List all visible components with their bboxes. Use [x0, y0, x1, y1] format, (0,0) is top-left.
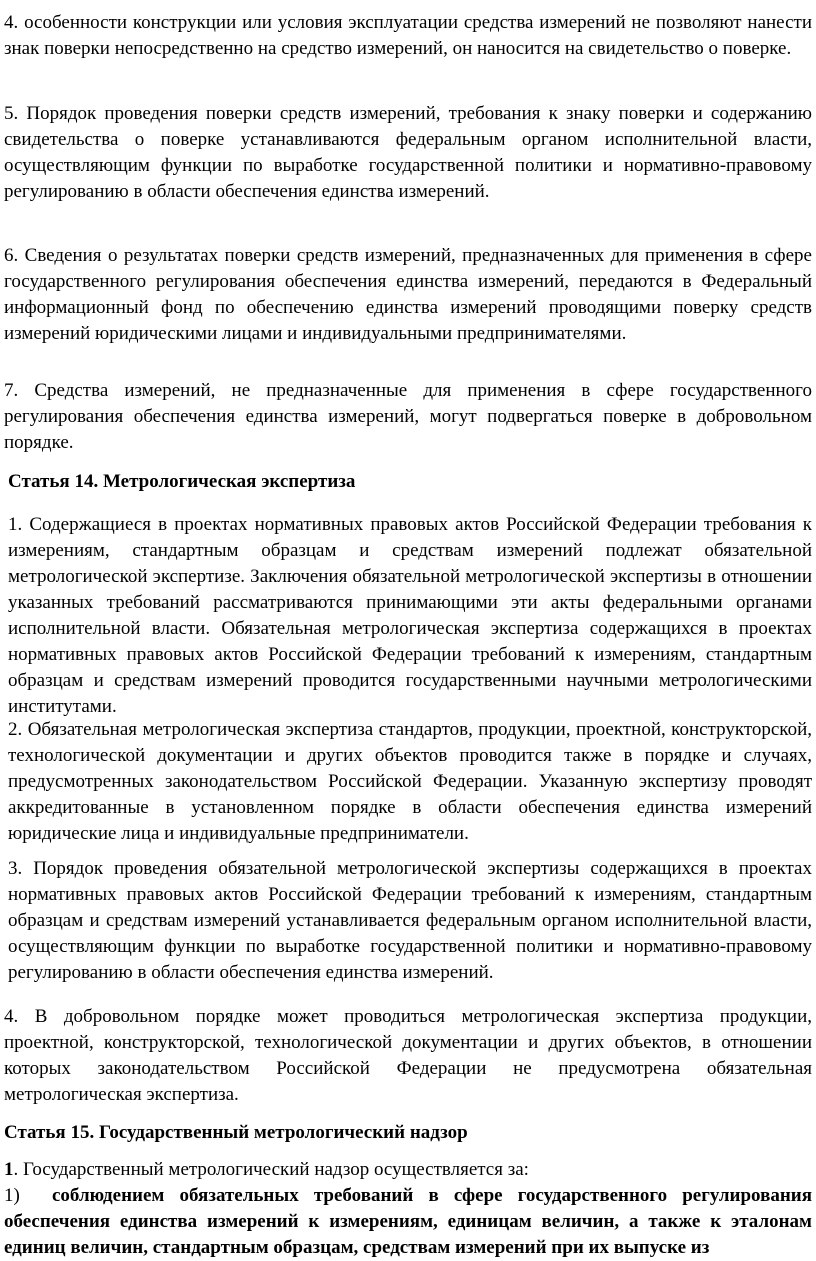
article-15-item-1-text: . Государственный метрологический надзор осуществляется за: [13, 1159, 529, 1180]
article-14-item-1: 1. Содержащиеся в проектах нормативных правовых актов Российской Федерации требования к измерениям, стандартным образцам и средствам измерений подлежат обязательной метрологической экспертизе. Заключения обязательной метрологической экспертизы в отношении указанных требований рассматриваются принимающими эти акты федеральными органами исполнительной власти. Обязательная метрологическая экспертиза содержащихся в проектах нормативных правовых актов Российской Федерации требований к измерениям, стандартным образцам и средствам измерений проводится государственными научными метрологическими институтами. [8, 514, 812, 717]
article-15-item-1 [4, 1157, 812, 1183]
article-15-heading: Статья 15. Государственный метрологический надзор [4, 1122, 468, 1143]
paragraph-7: 7. Средства измерений, не предназначенные для применения в сфере государственного регулирования обеспечения единства измерений, могут подвергаться поверке в добровольном порядке. [4, 380, 812, 453]
paragraph-5: 5. Порядок проведения поверки средств измерений, требования к знаку поверки и содержанию свидетельства о поверке устанавливаются федеральным органом исполнительной власти, осуществляющим функции по выработке государственной политики и нормативно-правовому регулированию в области обеспечения единства измерений. [4, 103, 812, 202]
article-15-subitem-1-text: соблюдением обязательных требований в сфере государственного регулирования обеспечения единства измерений к измерениям, единицам величин, а также к эталонам единиц величин, стандартным образцам, средствам измерений при их выпуске из [4, 1185, 812, 1258]
article-15-item-1-number: 1 [4, 1159, 14, 1180]
article-14-item-4: 4. В добровольном порядке может проводиться метрологическая экспертиза продукции, проектной, конструкторской, технологической документации и других объектов, в отношении которых законодательством Российской Федерации не предусмотрена обязательная метрологическая экспертиза. [4, 1006, 812, 1105]
paragraph-4: 4. особенности конструкции или условия эксплуатации средства измерений не позволяют нанести знак поверки непосредственно на средство измерений, он наносится на свидетельство о поверке. [4, 12, 812, 59]
article-14-heading: Статья 14. Метрологическая экспертиза [8, 471, 356, 492]
article-14-item-3: 3. Порядок проведения обязательной метрологической экспертизы содержащихся в проектах нормативных правовых актов Российской Федерации требований к измерениям, стандартным образцам и средствам измерений устанавливается федеральным органом исполнительной власти, осуществляющим функции по выработке государственной политики и нормативно-правовому регулированию в области обеспечения единства измерений. [8, 858, 812, 983]
paragraph-6: 6. Сведения о результатах поверки средств измерений, предназначенных для применения в сфере государственного регулирования обеспечения единства измерений, передаются в Федеральный информационный фонд по обеспечению единства измерений проводящими поверку средств измерений юридическими лицами и индивидуальными предпринимателями. [4, 245, 812, 344]
article-15-subitem-1-number: 1) [4, 1185, 20, 1206]
article-15-subitem-1 [4, 1183, 812, 1261]
article-14-item-2: 2. Обязательная метрологическая экспертиза стандартов, продукции, проектной, конструкторской, технологической документации и других объектов проводится также в порядке и случаях, предусмотренных законодательством Российской Федерации. Указанную экспертизу проводят аккредитованные в установленном порядке в области обеспечения единства измерений юридические лица и индивидуальные предприниматели. [8, 719, 812, 844]
